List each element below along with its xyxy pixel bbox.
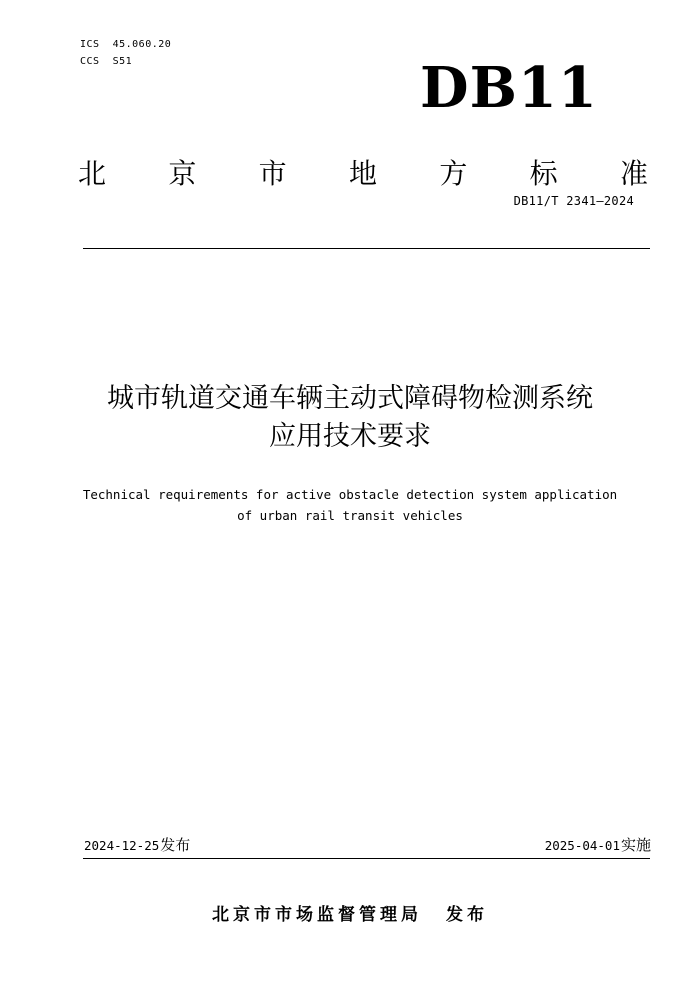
standard-type-heading — [78, 154, 648, 194]
document-title-cn — [40, 380, 660, 456]
standard-type-char: 准 — [619, 157, 648, 190]
standard-number: DB11/T 2341—2024 — [513, 194, 634, 208]
publisher-name: 北京市市场监督管理局 — [212, 905, 422, 925]
title-cn-line-1: 城市轨道交通车辆主动式障碍物检测系统 — [107, 383, 593, 414]
ccs-code: CCS S51 — [80, 56, 133, 67]
issue-date-label — [84, 836, 190, 855]
standard-type-char: 地 — [348, 157, 377, 190]
classification-codes — [80, 36, 171, 70]
standard-type-char: 北 — [78, 157, 107, 190]
title-cn-line-2: 应用技术要求 — [269, 421, 431, 452]
standard-type-char: 市 — [258, 157, 287, 190]
implementation-word: 实施 — [620, 836, 651, 854]
top-divider — [83, 248, 650, 249]
issue-word: 发布 — [160, 836, 191, 854]
implementation-date: 2025-04-01 — [544, 838, 620, 853]
ics-code: ICS 45.060.20 — [80, 39, 172, 50]
issue-date: 2024-12-25 — [84, 838, 160, 853]
title-en-line-2: of urban rail transit vehicles — [237, 508, 463, 523]
standard-type-char: 方 — [439, 157, 468, 190]
publisher-line — [0, 903, 700, 927]
standard-type-char: 标 — [529, 157, 558, 190]
db11-logo: DB11 — [420, 55, 598, 121]
implementation-date-label — [545, 836, 651, 855]
document-title-en — [40, 484, 660, 526]
publisher-action: 发布 — [446, 905, 488, 925]
standard-type-char: 京 — [168, 157, 197, 190]
bottom-divider — [83, 858, 650, 859]
title-en-line-1: Technical requirements for active obstacle detection system application — [82, 487, 618, 502]
